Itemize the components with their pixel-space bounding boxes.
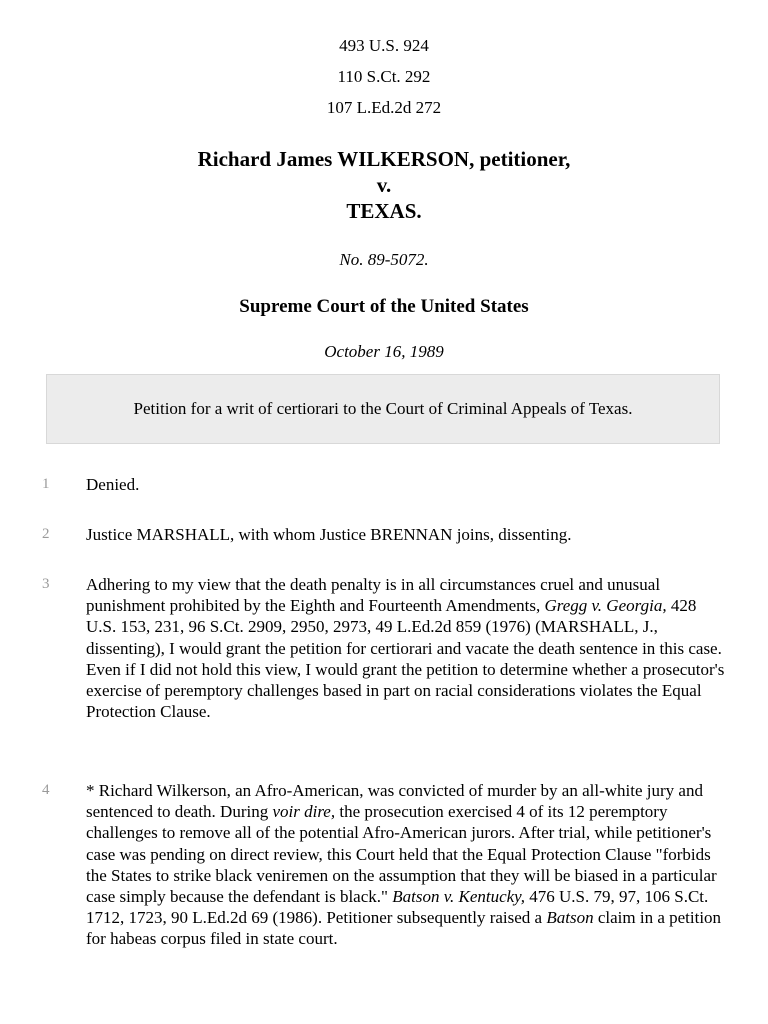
decision-date: October 16, 1989	[324, 342, 444, 361]
text-segment: * Richard Wilkerson, an Afro-American, was convicted of murder by an all-white jury and sentenced to death. During	[86, 781, 703, 822]
case-title-versus: v.	[376, 173, 392, 197]
text-segment: the prosecution exercised 4 of its 12 peremptory challenges to remove all of the potential Afro-American jurors. After trial, while petitioner's case was pending on direct review, this Court held that the Equal Protection Clause "forbids the States to strike black veniremen on the assumption that they will be biased in a particular case simply because the defendant is black."	[86, 802, 717, 907]
case-title	[0, 146, 768, 224]
text-segment: claim in a petition for habeas corpus filed in state court.	[86, 908, 722, 949]
case-citation-italic: voir dire,	[272, 802, 336, 822]
paragraph-number[interactable]: 4	[42, 782, 50, 798]
text-segment: Justice MARSHALL, with whom Justice BRENNAN joins, dissenting.	[86, 525, 572, 544]
text-segment: 428 U.S. 153, 231, 96 S.Ct. 2909, 2950, 2973, 49 L.Ed.2d 859 (1976) (MARSHALL, J., dissenting), I would grant the petition for certiorari and vacate the death sentence in this case. Even if I did not hold this view, I would grant the petition to determine whether a prosecutor's exercise of peremptory challenges based in part on racial considerations violates the Equal Protection Clause.	[86, 596, 725, 722]
paragraph-number[interactable]: 1	[42, 476, 50, 492]
court-name: Supreme Court of the United States	[239, 296, 529, 317]
paragraph-number[interactable]: 2	[42, 526, 50, 542]
text-segment: Adhering to my view that the death penalty is in all circumstances cruel and unusual punishment prohibited by the Eighth and Fourteenth Amendments,	[86, 575, 661, 616]
text-segment: 476 U.S. 79, 97, 106 S.Ct. 1712, 1723, 90 L.Ed.2d 69 (1986). Petitioner subsequently raised a	[86, 887, 709, 928]
paragraph-number[interactable]: 3	[42, 576, 50, 592]
case-citation-italic: Gregg v. Georgia,	[544, 596, 667, 616]
docket-number: No. 89-5072.	[339, 250, 429, 269]
case-title-respondent: TEXAS.	[346, 199, 422, 223]
citation-block	[0, 0, 768, 123]
citation-us: 493 U.S. 924	[339, 36, 429, 55]
syllabus-text: Petition for a writ of certiorari to the Court of Criminal Appeals of Texas.	[133, 399, 633, 418]
paragraph-text	[86, 524, 726, 545]
case-title-petitioner: Richard James WILKERSON, petitioner,	[197, 147, 571, 171]
citation-sct: 110 S.Ct. 292	[337, 67, 431, 86]
case-citation-italic: Batson v. Kentucky,	[392, 887, 526, 907]
text-segment: Denied.	[86, 475, 140, 494]
citation-led: 107 L.Ed.2d 272	[326, 98, 442, 117]
syllabus-box	[46, 374, 720, 444]
case-citation-italic: Batson	[546, 908, 594, 928]
paragraph-text	[86, 474, 726, 495]
paragraph-text	[86, 780, 726, 950]
paragraph-text	[86, 574, 726, 722]
